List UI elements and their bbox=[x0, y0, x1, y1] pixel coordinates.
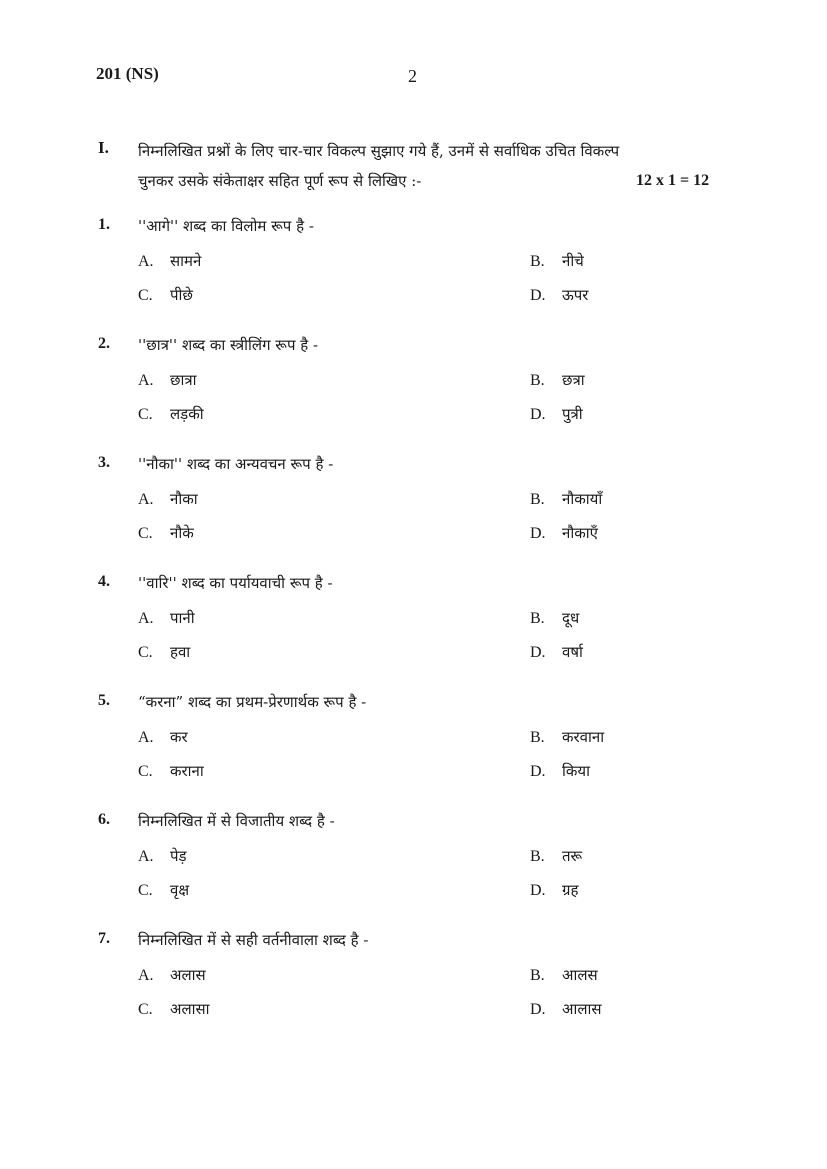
option-text: सामने bbox=[170, 252, 202, 270]
option-text: करवाना bbox=[562, 728, 605, 746]
option-text: कर bbox=[170, 728, 188, 746]
question-6 bbox=[98, 811, 738, 911]
option-d bbox=[530, 761, 590, 781]
option-c bbox=[138, 761, 204, 781]
option-letter: A. bbox=[138, 491, 154, 508]
option-letter: A. bbox=[138, 729, 154, 746]
instruction-line-2: चुनकर उसके संकेताक्षर सहित पूर्ण रूप से लिखिए :- bbox=[138, 172, 422, 190]
question-text: ''वारि'' शब्द का पर्यायवाची रूप है - bbox=[138, 574, 333, 592]
option-b bbox=[530, 965, 598, 985]
option-letter: B. bbox=[530, 253, 545, 270]
section-number: I. bbox=[98, 138, 109, 157]
option-letter: A. bbox=[138, 848, 154, 865]
option-letter: D. bbox=[530, 882, 546, 899]
option-letter: C. bbox=[138, 287, 153, 304]
option-text: लड़की bbox=[170, 405, 204, 423]
question-5 bbox=[98, 692, 738, 792]
question-text: ''आगे'' शब्द का विलोम रूप है - bbox=[138, 217, 314, 235]
option-letter: D. bbox=[530, 644, 546, 661]
option-text: ग्रह bbox=[562, 881, 579, 899]
option-b bbox=[530, 727, 604, 747]
question-number: 7. bbox=[98, 930, 110, 947]
option-letter: C. bbox=[138, 406, 153, 423]
question-number: 1. bbox=[98, 216, 110, 233]
option-text: तरू bbox=[562, 847, 583, 865]
option-c bbox=[138, 999, 210, 1019]
page-number: 2 bbox=[408, 66, 417, 86]
option-text: नौका bbox=[170, 490, 198, 508]
option-d bbox=[530, 404, 583, 424]
question-text: “करना” शब्द का प्रथम-प्रेरणार्थक रूप है - bbox=[138, 693, 367, 711]
option-letter: C. bbox=[138, 644, 153, 661]
option-letter: D. bbox=[530, 525, 546, 542]
question-text: निम्नलिखित में से विजातीय शब्द है - bbox=[138, 812, 335, 830]
option-b bbox=[530, 846, 582, 866]
option-letter: B. bbox=[530, 848, 545, 865]
option-text: आलस bbox=[562, 966, 598, 984]
option-a bbox=[138, 489, 198, 509]
option-text: पीछे bbox=[170, 286, 193, 304]
question-7 bbox=[98, 930, 738, 1030]
option-text: छात्रा bbox=[170, 371, 197, 389]
option-text: वर्षा bbox=[562, 643, 583, 661]
option-d bbox=[530, 880, 578, 900]
question-number: 4. bbox=[98, 573, 110, 590]
question-number: 3. bbox=[98, 454, 110, 471]
option-text: पानी bbox=[170, 609, 195, 627]
option-text: पेड़ bbox=[170, 847, 187, 865]
option-letter: D. bbox=[530, 1001, 546, 1018]
option-letter: B. bbox=[530, 610, 545, 627]
question-1 bbox=[98, 216, 738, 316]
option-text: छत्रा bbox=[562, 371, 585, 389]
option-letter: B. bbox=[530, 729, 545, 746]
option-letter: A. bbox=[138, 967, 154, 984]
page-code: 201 (NS) bbox=[96, 64, 159, 83]
option-letter: D. bbox=[530, 406, 546, 423]
option-a bbox=[138, 846, 187, 866]
option-text: वृक्ष bbox=[170, 881, 190, 899]
question-2 bbox=[98, 335, 738, 435]
question-number: 2. bbox=[98, 335, 110, 352]
option-text: नौकाएँ bbox=[562, 524, 598, 542]
option-letter: D. bbox=[530, 287, 546, 304]
option-a bbox=[138, 251, 201, 271]
option-c bbox=[138, 523, 194, 543]
question-text: निम्नलिखित में से सही वर्तनीवाला शब्द है - bbox=[138, 931, 369, 949]
option-b bbox=[530, 370, 585, 390]
option-b bbox=[530, 608, 579, 628]
option-letter: A. bbox=[138, 372, 154, 389]
option-letter: C. bbox=[138, 1001, 153, 1018]
option-a bbox=[138, 370, 197, 390]
option-a bbox=[138, 608, 195, 628]
option-text: पुत्री bbox=[562, 405, 583, 423]
question-text: ''नौका'' शब्द का अन्यवचन रूप है - bbox=[138, 455, 334, 473]
section-marks: 12 x 1 = 12 bbox=[636, 172, 710, 189]
option-b bbox=[530, 251, 584, 271]
option-text: कराना bbox=[170, 762, 204, 780]
option-d bbox=[530, 642, 583, 662]
option-letter: C. bbox=[138, 882, 153, 899]
question-4 bbox=[98, 573, 738, 673]
question-text: ''छात्र'' शब्द का स्त्रीलिंग रूप है - bbox=[138, 336, 319, 354]
option-letter: B. bbox=[530, 967, 545, 984]
option-text: हवा bbox=[170, 643, 191, 661]
question-number: 5. bbox=[98, 692, 110, 709]
option-d bbox=[530, 285, 588, 305]
option-letter: A. bbox=[138, 610, 154, 627]
option-text: अलासा bbox=[170, 1000, 210, 1018]
option-letter: B. bbox=[530, 372, 545, 389]
option-text: नौकायाँ bbox=[562, 490, 603, 508]
option-c bbox=[138, 285, 193, 305]
option-text: ऊपर bbox=[562, 286, 589, 304]
question-3 bbox=[98, 454, 738, 554]
instruction-line-1: निम्नलिखित प्रश्नों के लिए चार-चार विकल्प सुझाए गये हैं, उनमें से सर्वाधिक उचित विकल्प bbox=[138, 142, 620, 160]
option-c bbox=[138, 642, 190, 662]
option-text: अलास bbox=[170, 966, 206, 984]
option-text: आलास bbox=[562, 1000, 602, 1018]
option-a bbox=[138, 727, 188, 747]
option-d bbox=[530, 523, 598, 543]
option-b bbox=[530, 489, 602, 509]
option-letter: C. bbox=[138, 525, 153, 542]
option-letter: B. bbox=[530, 491, 545, 508]
option-c bbox=[138, 880, 189, 900]
option-letter: C. bbox=[138, 763, 153, 780]
option-text: किया bbox=[562, 762, 590, 780]
question-number: 6. bbox=[98, 811, 110, 828]
option-text: नौके bbox=[170, 524, 194, 542]
option-text: नीचे bbox=[562, 252, 584, 270]
option-text: दूध bbox=[562, 609, 580, 627]
option-a bbox=[138, 965, 206, 985]
option-letter: D. bbox=[530, 763, 546, 780]
option-letter: A. bbox=[138, 253, 154, 270]
option-c bbox=[138, 404, 204, 424]
option-d bbox=[530, 999, 602, 1019]
